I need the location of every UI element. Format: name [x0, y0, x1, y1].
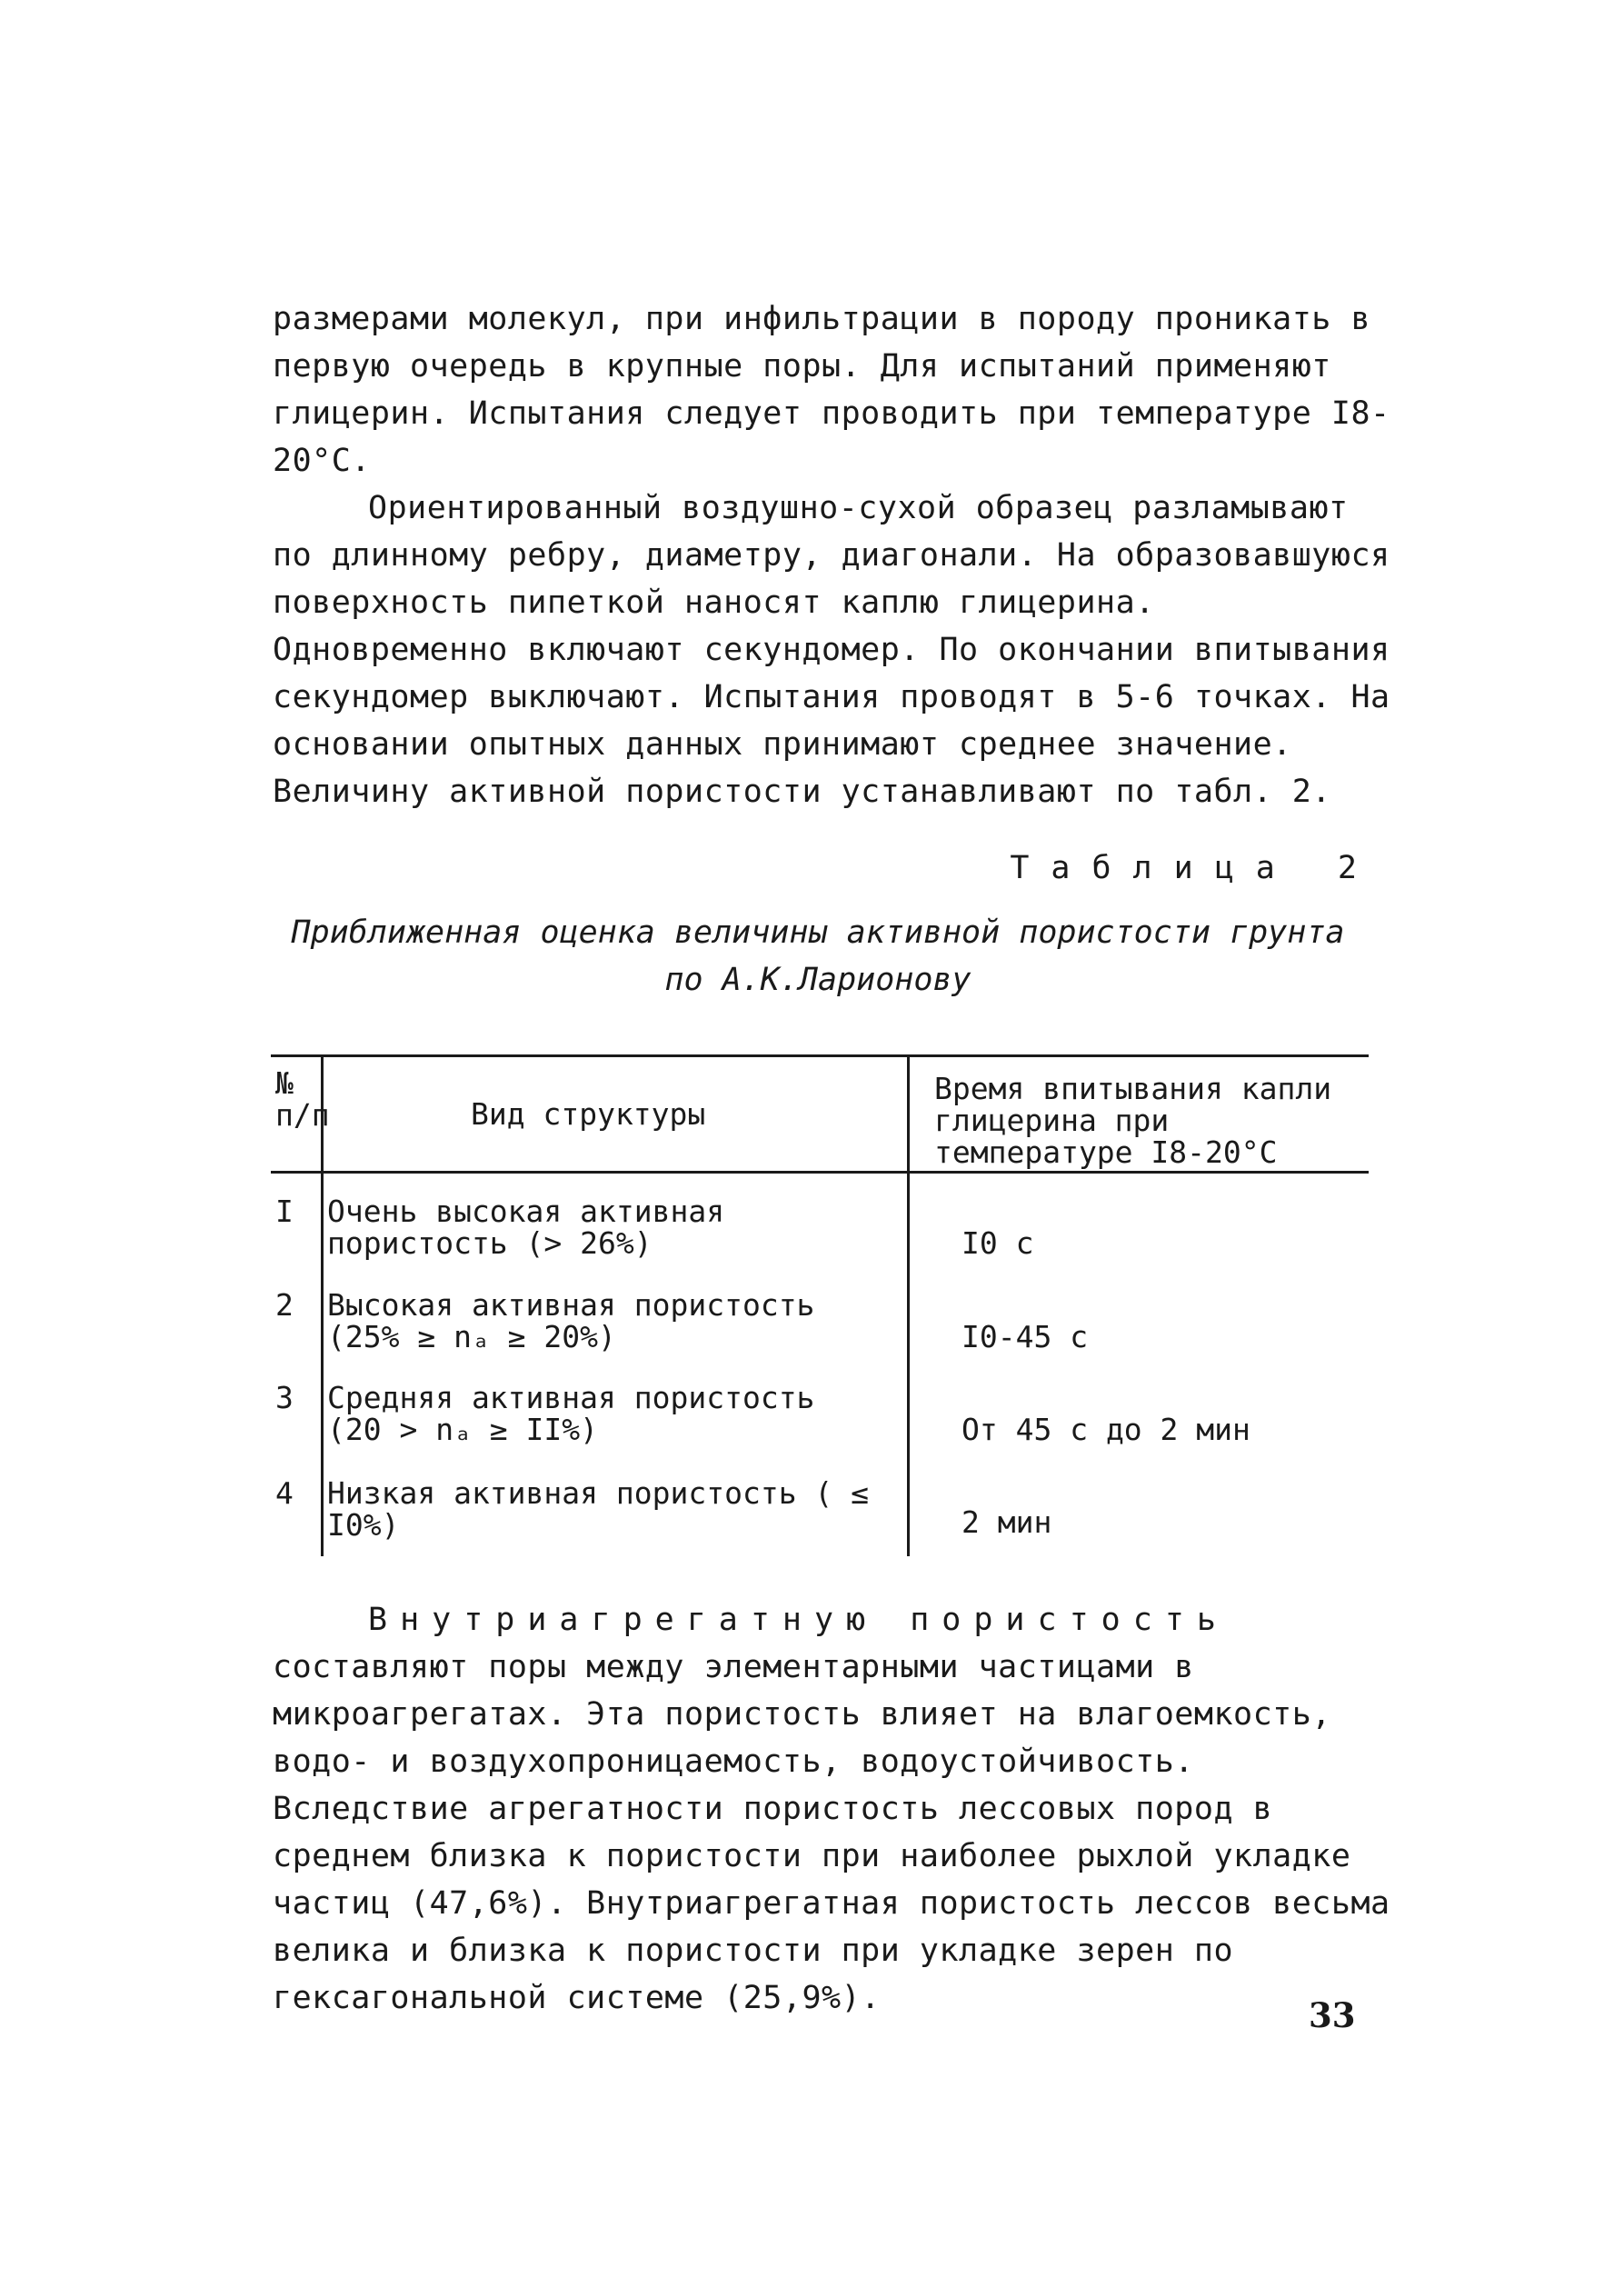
row-3-structure: Средняя активная пористость (20 > nₐ ≥ II%) — [327, 1380, 833, 1447]
row-1-structure: Очень высокая активная пористость (> 26%) — [327, 1194, 742, 1261]
header-absorption-time: Время впитывания капли глицерина при температуре I8-20°С — [934, 1071, 1350, 1170]
row-2-time: I0-45 с — [961, 1319, 1089, 1354]
page-number: 33 — [1309, 1995, 1356, 2035]
row-4-structure: Низкая активная пористость ( ≤ I0%) — [327, 1475, 887, 1543]
paragraph-3 — [273, 1596, 1410, 2022]
paragraph-3-text: составляют поры между элементарными частицами в микроагрегатах. Эта пористость влияет на влагоемкость, водо- и воздухопроницаемость, водоустойчивость. Вследствие агрегатности пористость лессовых пород в среднем близка к пористости при наиболее рыхлой укладке частиц (47,6%). Внутриагрегатная пористость лессов весьма велика и близка к пористости при укладке зерен по гексагональной системе (25,9%). — [273, 1602, 1410, 2016]
row-3-time: От 45 с до 2 мин — [961, 1412, 1250, 1447]
table-header-rule — [271, 1171, 1369, 1174]
header-number: № п/п — [275, 1065, 330, 1133]
table-label: Таблица 2 — [1010, 850, 1379, 886]
row-4-number: 4 — [275, 1475, 294, 1511]
paragraph-2: Ориентированный воздушно-сухой образец разламывают по длинному ребру, диаметру, диагонали. На образовавшуюся поверхность пипеткой наносят каплю глицерина. Одновременно включают секундомер. По окончании впитывания секундомер выключают. Испытания проводят в 5-6 точках. На основании опытных данных принимают среднее значение. Величину активной пористости устанавливают по табл. 2. — [273, 490, 1410, 810]
row-2-number: 2 — [275, 1287, 294, 1323]
paragraph-3-emphasis: Внутриагрегатную пористость — [368, 1602, 1229, 1638]
porosity-table — [271, 1054, 1369, 1556]
paragraph-1: размерами молекул, при инфильтрации в породу проникать в первую очередь в крупные поры. Для испытаний применяют глицерин. Испытания следует проводить при температуре I8-20°С. — [273, 301, 1390, 479]
row-3-number: 3 — [275, 1380, 294, 1415]
row-2-structure: Высокая активная пористость (25% ≥ nₐ ≥ 20%) — [327, 1287, 833, 1354]
table-title: Приближенная оценка величины активной пористости грунта по А.К.Ларионову — [291, 914, 1345, 998]
table-top-rule — [271, 1054, 1369, 1057]
row-1-time: I0 с — [961, 1225, 1034, 1261]
header-structure-type: Вид структуры — [471, 1096, 706, 1132]
row-1-number: I — [275, 1194, 294, 1229]
row-4-time: 2 мин — [961, 1504, 1052, 1540]
